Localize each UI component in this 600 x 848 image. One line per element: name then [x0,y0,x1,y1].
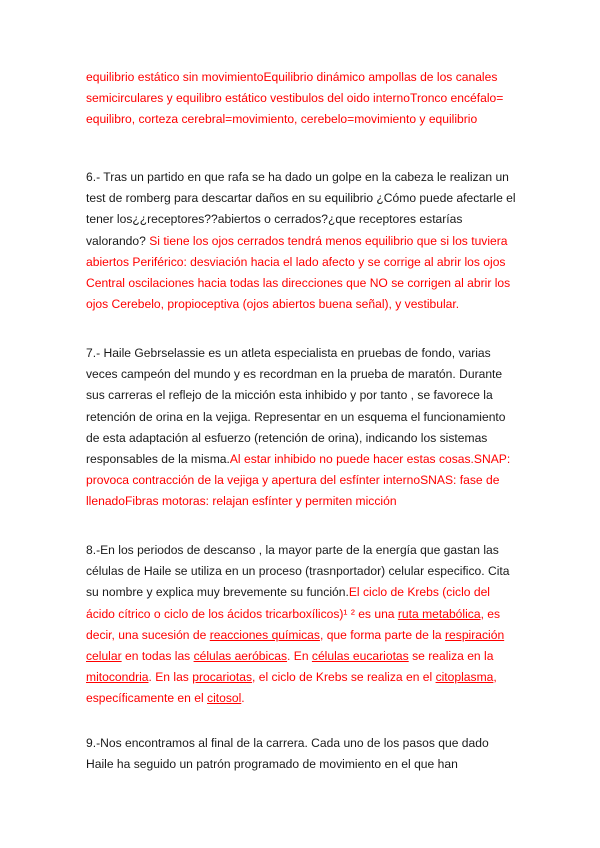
answer-text: Al estar inhibido no puede hacer estas cosas.SNAP: provoca contracción de la vejiga y apertura del esfínter internoSNAS: fase de llenadoFibras motoras: relajan esfínter y permiten micción [86,452,511,509]
question-text: 6.- Tras un partido en que rafa se ha dado un golpe en la cabeza le realizan un test de romberg para descartar daños en su equilibrio ¿Cómo puede afectarle el tener los¿¿receptores??abiertos o cerrados?¿que receptores estarías valorando? [86,170,516,248]
answer-text: El ciclo de Krebs (ciclo del ácido cítrico o ciclo de los ácidos tricarboxílicos)¹ ² es una [86,585,490,621]
question-9-paragraph [86,733,516,775]
answer-paragraph-equilibrio [86,67,516,131]
answer-text: en todas las [121,649,194,664]
answer-text: ruta metabólica [397,606,481,621]
answer-text: procariotas [192,670,253,685]
answer-text: respiración celular [86,627,505,664]
answer-text: células eucariotas [311,649,409,664]
question-text: 8.-En los periodos de descanso , la mayor parte de la energía que gastan las células de Haile se utiliza en un proceso (trasnportador) celular especifico. Cita su nombre y explica muy brevemente su función. [86,543,510,600]
answer-text: . En las [148,670,193,685]
answer-text: , el ciclo de Krebs se realiza en el [252,670,436,685]
answer-text: , es decir, una sucesión de [86,606,501,642]
question-7-paragraph [86,343,516,513]
answer-text: se realiza en la [408,649,494,664]
answer-text: Si tiene los ojos cerrados tendrá menos equilibrio que si los tuviera abiertos Periférico: desviación hacia el lado afecto y se corrige al abrir los ojos Central oscilaciones hacia todas las direcciones que NO se corrigen al abrir los ojos Cerebelo, propioceptiva (ojos abiertos buena señal), y vestibular. [86,233,511,312]
answer-text: citoplasma [435,670,494,685]
answer-text: , específicamente en el [86,670,497,706]
answer-text: citosol [207,691,242,706]
answer-text: mitocondria [86,670,149,685]
question-8-paragraph [86,540,516,710]
answer-text: . [241,691,245,706]
question-text: 9.-Nos encontramos al final de la carrera. Cada uno de los pasos que dado Haile ha seguido un patrón programado de movimiento en el que han [86,736,489,772]
question-text: 7.- Haile Gebrselassie es un atleta especialista en pruebas de fondo, varias veces campeón del mundo y es recordman en la prueba de maratón. Durante sus carreras el reflejo de la micción esta inhibido y por tanto , se favorece la retención de orina en la vejiga. Representar en un esquema el funcionamiento de esta adaptación al esfuerzo (retención de orina), indicando los sistemas responsables de la misma. [86,346,506,467]
question-6-paragraph [86,167,516,315]
answer-text: , que forma parte de la [319,627,446,642]
answer-text: reacciones químicas [209,627,320,642]
answer-text: equilibrio estático sin movimientoEquilibrio dinámico ampollas de los canales semicirculares y equilibro estático vestibulos del oido internoTronco encéfalo= equilibro, corteza cerebral=movimiento, cerebelo=movimiento y equilibrio [86,70,504,127]
answer-text: células aeróbicas [193,649,288,664]
answer-text: . En [287,649,312,664]
